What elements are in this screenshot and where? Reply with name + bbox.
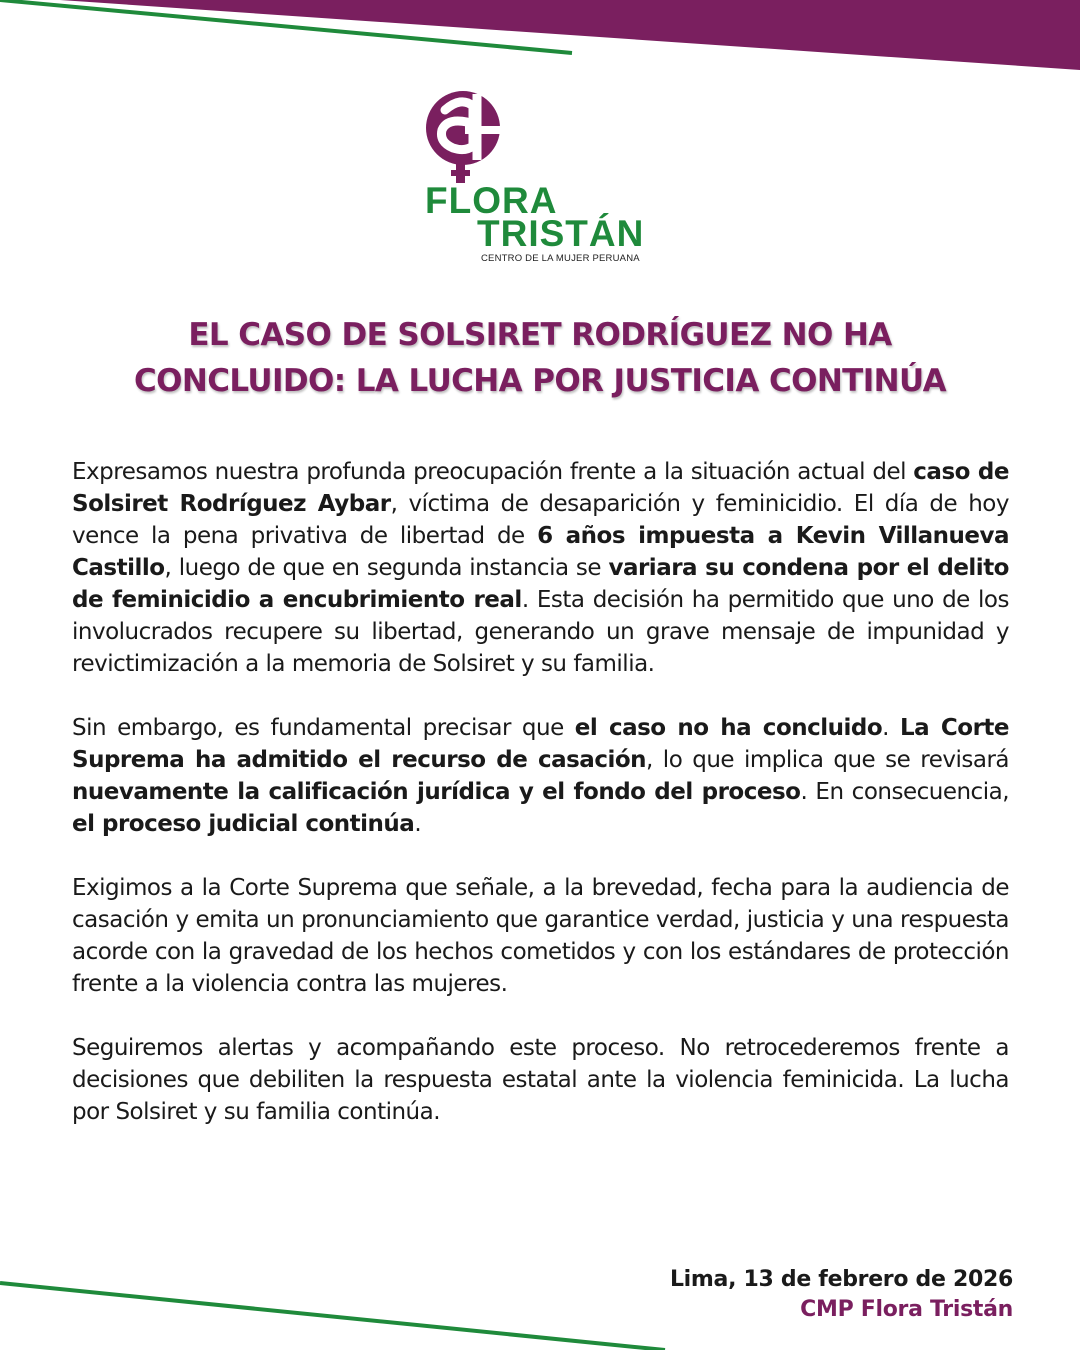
p1-bold-1: caso de Solsiret Rodríguez Aybar (72, 459, 1009, 517)
p1-text-2: , víctima de desaparición y feminicidio. El día de hoy vence la pena privativa de libertad de (72, 491, 1009, 549)
p1-text-4: . Esta decisión ha permitido que uno de los involucrados recupere su libertad, generando un grave mensaje de impunidad y revictimización a la memoria de Solsiret y su familia. (72, 587, 1009, 677)
p2-text-3: , lo que implica que se revisará (646, 747, 1009, 773)
p2-text-2: . (882, 715, 900, 741)
paragraph-2 (72, 712, 1009, 840)
title-line-1: EL CASO DE SOLSIRET RODRÍGUEZ NO HA (188, 317, 892, 353)
bottom-green-line (0, 1283, 665, 1350)
paragraph-1 (72, 456, 1009, 680)
p2-bold-4: el proceso judicial continúa (72, 811, 415, 837)
venus-logo-icon (425, 90, 665, 185)
statement-body (72, 456, 1009, 1160)
title-line-2: CONCLUIDO: LA LUCHA POR JUSTICIA CONTINÚA (133, 363, 947, 399)
p2-text-4: . En consecuencia, (800, 779, 1009, 805)
p1-text-1: Expresamos nuestra profunda preocupación frente a la situación actual del (72, 459, 914, 485)
logo-tagline: CENTRO DE LA MUJER PERUANA (481, 253, 640, 264)
logo-text-tristan: TRISTÁN (477, 213, 645, 254)
p2-bold-1: el caso no ha concluido (574, 715, 883, 741)
place-date: Lima, 13 de febrero de 2026 (669, 1267, 1013, 1292)
p2-text-1: Sin embargo, es fundamental precisar que (72, 715, 575, 741)
p2-bold-3: nuevamente la calificación jurídica y el fondo del proceso (72, 779, 801, 805)
page-title (60, 312, 1020, 404)
p1-bold-2: 6 años impuesta a Kevin Villanueva Castillo (72, 523, 1009, 581)
paragraph-3: Exigimos a la Corte Suprema que señale, a la brevedad, fecha para la audiencia de casación y emita un pronunciamiento que garantice verdad, justicia y una respuesta acorde con la gravedad de los hechos cometidos y con los estándares de protección frente a la violencia contra las mujeres. (72, 875, 1009, 997)
paragraph-4: Seguiremos alertas y acompañando este proceso. No retrocederemos frente a decisiones que debiliten la respuesta estatal ante la violencia feminicida. La lucha por Solsiret y su familia continúa. (72, 1035, 1009, 1125)
p1-text-3: , luego de que en segunda instancia se (164, 555, 609, 581)
top-purple-band (60, 0, 1080, 70)
flora-tristan-logo (425, 90, 665, 270)
signature-block (670, 1265, 1013, 1325)
logo-text-flora: FLORA (425, 180, 558, 221)
organization-name: CMP Flora Tristán (800, 1297, 1013, 1322)
p2-bold-2: La Corte Suprema ha admitido el recurso de casación (72, 715, 1010, 773)
p1-bold-3: variara su condena por el delito de feminicidio a encubrimiento real (72, 555, 1009, 613)
p2-text-5: . (414, 811, 422, 837)
